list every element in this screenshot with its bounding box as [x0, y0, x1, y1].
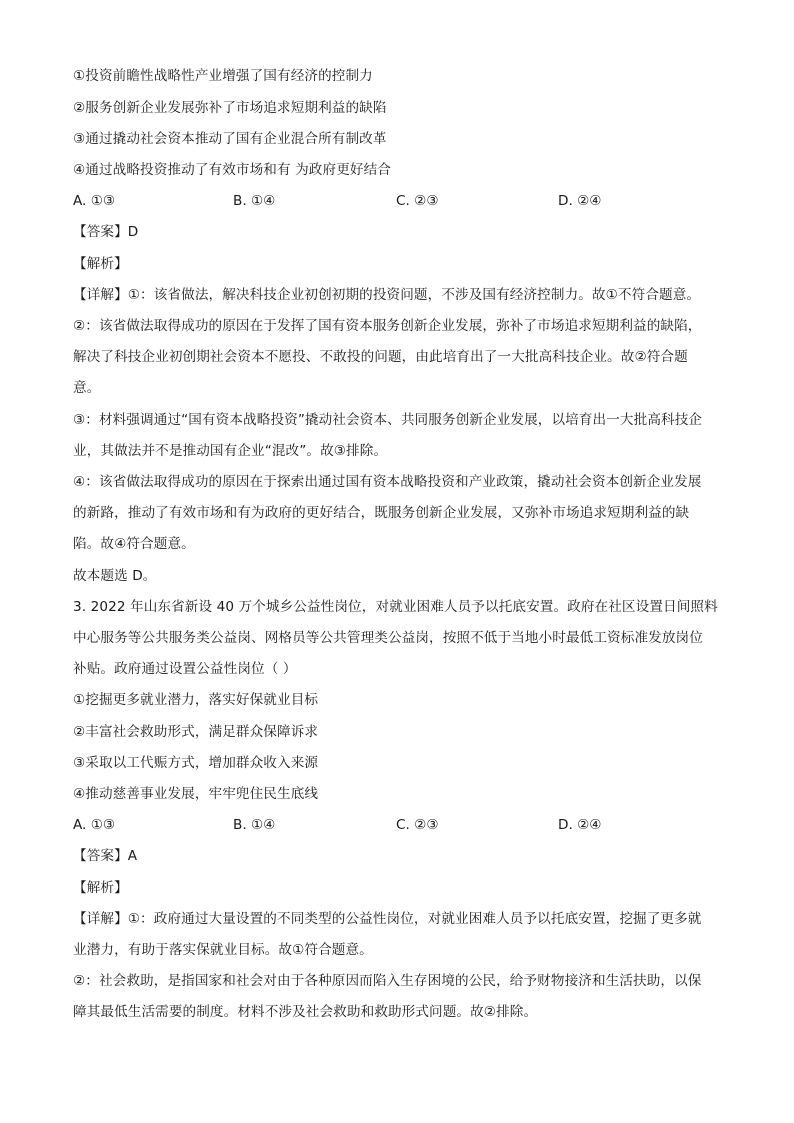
q3-options	[73, 815, 733, 835]
q3-stem-line: 中心服务等公共服务类公益岗、网格员等公共管理类公益岗，按照不低于当地小时最低工资标准发放岗位	[73, 630, 703, 646]
q2-explanation-line: 意。	[73, 380, 101, 396]
q3-choice-3: ③采取以工代赈方式，增加群众收入来源	[73, 755, 319, 771]
q2-choice-3: ③通过撬动社会资本推动了国有企业混合所有制改革	[73, 131, 387, 147]
q3-answer: 【答案】A	[73, 848, 138, 864]
q3-explanation-line: 业潜力，有助于落实保就业目标。故①符合题意。	[73, 942, 373, 958]
q2-explanation-line: 陷。故④符合题意。	[73, 536, 195, 552]
q2-explanation-line: 的新路，推动了有效市场和有为政府的更好结合，既服务创新企业发展，又弥补市场追求短期利益的缺	[73, 505, 690, 521]
q3-explanation-line: 【详解】①：政府通过大量设置的不同类型的公益性岗位，对就业困难人员予以托底安置，挖掘了更多就	[73, 911, 702, 927]
q3-choice-2: ②丰富社会救助形式，满足群众保障诉求	[73, 724, 319, 740]
q2-option-a: A. ①③	[73, 193, 116, 209]
q3-option-c: C. ②③	[396, 817, 439, 833]
q3-stem-line: 补贴。政府通过设置公益性岗位（ ）	[73, 661, 297, 677]
q3-option-d: D. ②④	[558, 817, 602, 833]
q2-answer: 【答案】D	[73, 224, 139, 240]
q3-analysis-label: 【解析】	[73, 880, 128, 896]
q2-options	[73, 191, 733, 211]
q2-explanation-line: 【详解】①：该省做法，解决科技企业初创初期的投资问题，不涉及国有经济控制力。故①不符合题意。	[73, 287, 701, 303]
q2-explanation-line: ②：该省做法取得成功的原因在于发挥了国有资本服务创新企业发展，弥补了市场追求短期利益的缺陷，	[73, 318, 702, 334]
q2-analysis-label: 【解析】	[73, 256, 128, 272]
q3-stem-line: 3. 2022 年山东省新设 40 万个城乡公益性岗位，对就业困难人员予以托底安置。政府在社区设置日间照料	[73, 599, 718, 615]
q2-choice-4: ④通过战略投资推动了有效市场和有 为政府更好结合	[73, 162, 391, 178]
q2-explanation-line: 业，其做法并不是推动国有企业“混改”。故③排除。	[73, 443, 388, 459]
q3-explanation-line: ②：社会救助，是指国家和社会对由于各种原因而陷入生存困境的公民，给予财物接济和生活扶助，以保	[73, 973, 702, 989]
q2-conclusion: 故本题选 D。	[73, 568, 157, 584]
q2-option-b: B. ①④	[233, 193, 276, 209]
q2-choice-2: ②服务创新企业发展弥补了市场追求短期利益的缺陷	[73, 100, 387, 116]
q3-option-a: A. ①③	[73, 817, 116, 833]
q3-explanation-line: 障其最低生活需要的制度。材料不涉及社会救助和救助形式问题。故②排除。	[73, 1004, 538, 1020]
q3-choice-1: ①挖掘更多就业潜力，落实好保就业目标	[73, 692, 319, 708]
q2-option-d: D. ②④	[558, 193, 602, 209]
q2-explanation-line: ④：该省做法取得成功的原因在于探索出通过国有资本战略投资和产业政策，撬动社会资本创新企业发展	[73, 474, 702, 490]
q3-option-b: B. ①④	[233, 817, 276, 833]
q2-choice-1: ①投资前瞻性战略性产业增强了国有经济的控制力	[73, 68, 373, 84]
q2-explanation-line: 解决了科技企业初创期社会资本不愿投、不敢投的问题，由此培育出了一大批高科技企业。故②符合题	[73, 349, 688, 365]
q2-explanation-line: ③：材料强调通过“国有资本战略投资”撬动社会资本、共同服务创新企业发展，以培育出一大批高科技企	[73, 412, 703, 428]
q3-choice-4: ④推动慈善事业发展，牢牢兜住民生底线	[73, 786, 319, 802]
q2-option-c: C. ②③	[396, 193, 439, 209]
